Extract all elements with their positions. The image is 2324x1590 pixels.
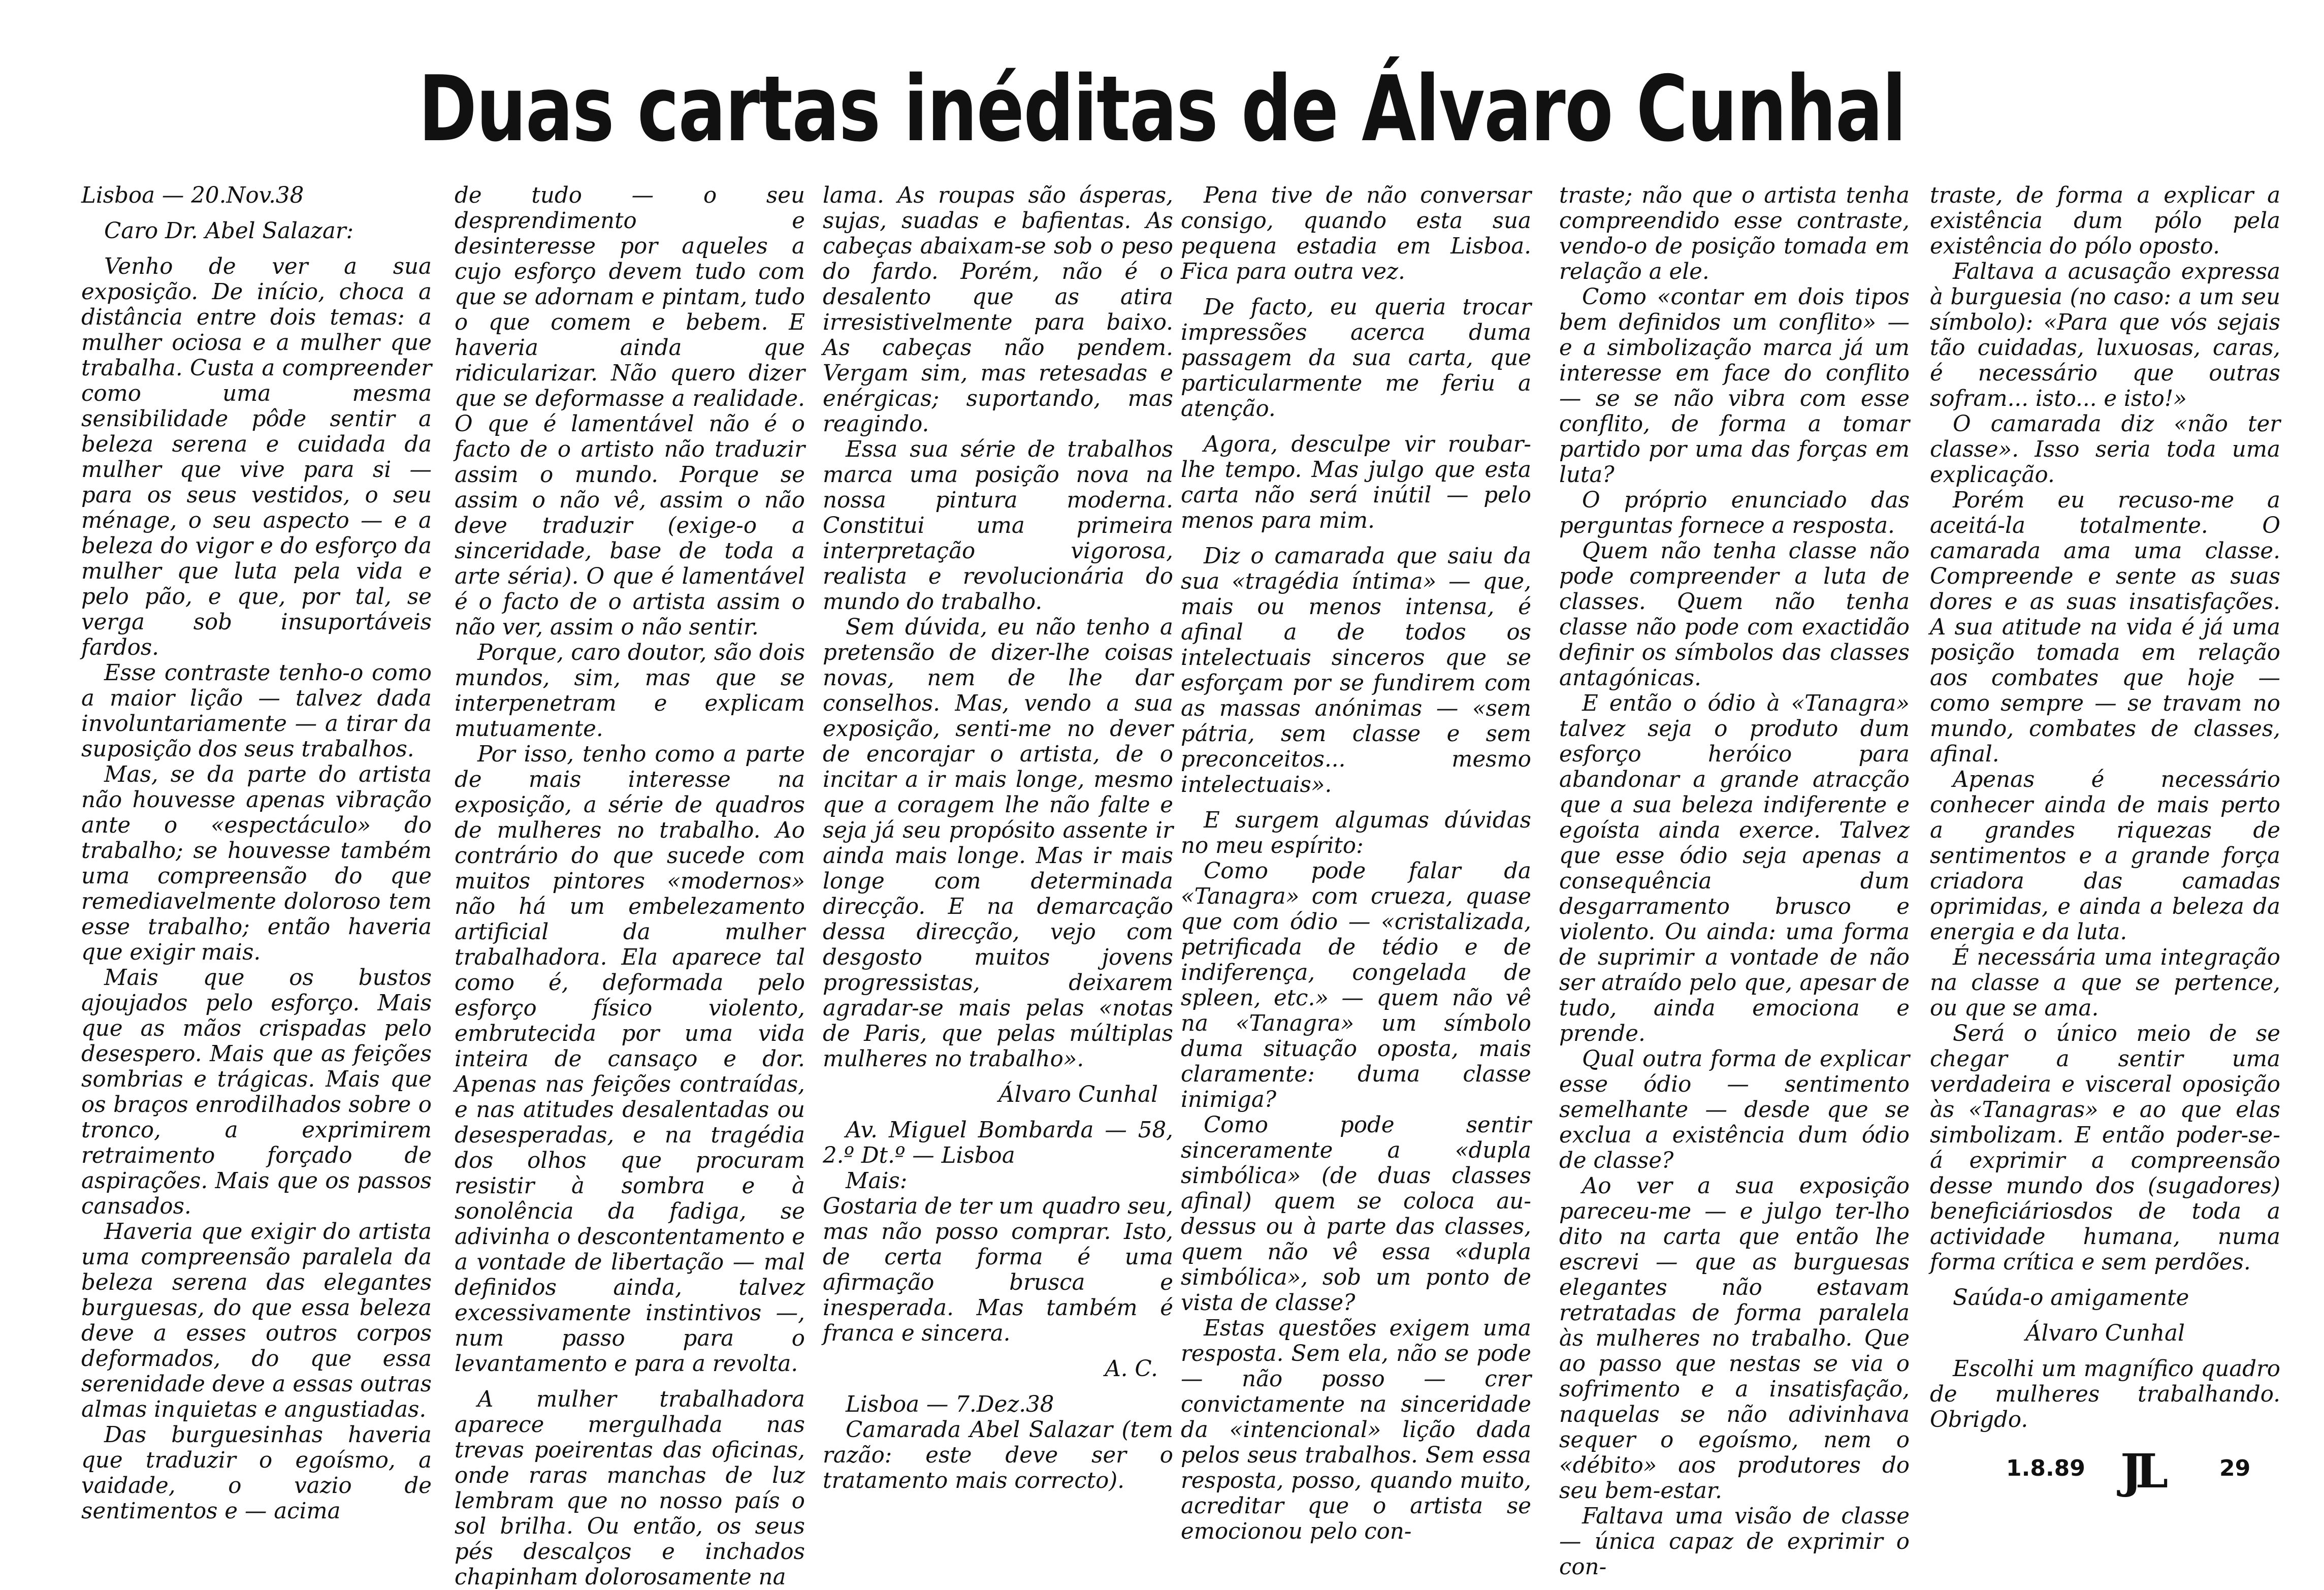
article-paragraph: Pena tive de não conversar consigo, quando esta sua pequena estadia em Lisboa. Fica para outra vez. [1181, 183, 1531, 284]
article-column-6 [1930, 183, 2280, 1433]
article-paragraph: De facto, eu queria trocar impressões acerca duma passagem da sua carta, que particularmente me feriu a atenção. [1181, 295, 1531, 422]
publication-logo: JL [2120, 1444, 2161, 1499]
article-paragraph: traste, de forma a explicar a existência dum pólo pela existência do pólo oposto. [1930, 183, 2280, 259]
article-paragraph: Gostaria de ter um quadro seu, mas não posso comprar. Isto, de certa forma é uma afirmação brusca e inesperada. Mas também é franca e sincera. [823, 1194, 1173, 1346]
article-paragraph: Como «contar em dois tipos bem definidos um conflito» — e a simbolização marca já um interesse em face do conflito — se se não vibra com esse conflito, de forma a tomar partido por uma das forças em luta? [1559, 284, 1910, 488]
article-paragraph: Apenas é necessário conhecer ainda de mais perto a grandes riquezas de sentimentos e a grande força criadora das camadas oprimidas, e ainda a beleza da energia e da luta. [1930, 767, 2280, 945]
article-paragraph: Faltava a acusação expressa à burguesia (no caso: a um seu símbolo): «Para que vós sejais tão cuidadas, luxuosas, caras, é necessário que outras sofram... isto... e isto!» [1930, 259, 2280, 411]
article-paragraph: Porém eu recuso-me a aceitá-la totalmente. O camarada ama uma classe. Compreende e sente as suas dores e as suas insatisfações. A sua atitude na vida é já uma posição tomada em relação aos combates que hoje — como sempre — se travam no mundo, combates de classes, afinal. [1930, 488, 2280, 767]
article-paragraph: de tudo — o seu desprendimento e desinteresse por aqueles a cujo esforço devem tudo com que se adornam e pintam, tudo o que comem e bebem. E haveria ainda que ridicularizar. Não quero dizer que se deformasse a realidade. O que é lamentável não é o facto de o artisto não traduzir assim o mundo. Porque se assim o não vê, assim o não deve traduzir (exige-o a sinceridade, base de toda a arte séria). O que é lamentável é o facto de o artista assim o não ver, assim o não sentir. [455, 183, 805, 640]
article-column-5 [1559, 183, 1910, 1580]
article-paragraph: O próprio enunciado das perguntas fornece a resposta. [1559, 488, 1910, 538]
article-column-1 [81, 183, 432, 1524]
article-paragraph: Álvaro Cunhal [2025, 1321, 2185, 1346]
article-paragraph: Álvaro Cunhal [998, 1082, 1158, 1107]
article-paragraph: traste; não que o artista tenha compreendido esse contraste, vendo-o de posição tomada em relação a ele. [1559, 183, 1910, 284]
article-paragraph: Sem dúvida, eu não tenho a pretensão de dizer-lhe coisas novas, nem de lhe dar conselhos. Mas, vendo a sua exposição, senti-me no dever de encorajar o artista, de o incitar a ir mais longe, mesmo que a coragem lhe não falte e seja já seu propósito assente ir ainda mais longe. Mas ir mais longe com determinada direcção. E na demarcação dessa direcção, vejo com desgosto muitos jovens progressistas, deixarem agradar-se mais pelas «notas de Paris, que pelas múltiplas mulheres no trabalho». [823, 615, 1173, 1072]
issue-date: 1.8.89 [2006, 1455, 2085, 1481]
article-paragraph: Essa sua série de trabalhos marca uma posição nova na nossa pintura moderna. Constitui uma primeira interpretação vigorosa, realista e revolucionária do mundo do trabalho. [823, 437, 1173, 615]
article-paragraph: Esse contraste tenho-o como a maior lição — talvez dada involuntariamente — a tirar da suposição dos seus trabalhos. [81, 660, 432, 762]
article-paragraph: É necessária uma integração na classe a que se pertence, ou que se ama. [1930, 945, 2280, 1021]
article-paragraph: Será o único meio de se chegar a sentir uma verdadeira e visceral oposição às «Tanagras» e ao que elas simbolizam. E então poder-se-á exprimir a compreensão desse mundo dos (sugadores) beneficiáriosdos de toda a actividade humana, numa forma crítica e sem perdões. [1930, 1021, 2280, 1275]
article-paragraph: Ao ver a sua exposição pareceu-me — e julgo ter-lho dito na carta que então lhe escrevi — que as burguesas elegantes não estavam retratadas de forma paralela às mulheres no trabalho. Que ao passo que nestas se via o sofrimento e a insatisfação, naquelas se não adivinhava sequer o egoísmo, nem o «débito» aos produtores do seu bem-estar. [1559, 1173, 1910, 1504]
article-paragraph: Diz o camarada que saiu da sua «tragédia íntima» — que, mais ou menos intensa, é afinal a de todos os intelectuais sinceros que se esforçam por se fundirem com as massas anónimas — «sem pátria, sem classe e sem preconceitos... mesmo intelectuais». [1181, 544, 1531, 798]
article-paragraph: Mais: [846, 1168, 908, 1194]
article-paragraph: Por isso, tenho como a parte de mais interesse na exposição, a série de quadros de mulheres no trabalho. Ao contrário do que sucede com muitos pintores «modernos» não há um embelezamento artificial da mulher trabalhadora. Ela aparece tal como é, deformada pelo esforço físico violento, embrutecida por uma vida inteira de cansaço e dor. Apenas nas feições contraídas, e nas atitudes desalentadas ou desesperadas, e na tragédia dos olhos que procuram resistir à sombra e à sonolência da fadiga, se adivinha o descontentamento e a vontade de libertação — mal definidos ainda, talvez excessivamente instintivos —, num passo para o levantamento e para a revolta. [455, 742, 805, 1377]
article-paragraph: Venho de ver a sua exposição. De início, choca a distância entre dois temas: a mulher ociosa e a mulher que trabalha. Custa a compreender como uma mesma sensibilidade pôde sentir a beleza serena e cuidada da mulher que vive para si — para os seus vestidos, o seu ménage, o seu aspecto — e a beleza do vigor e do esforço da mulher que luta pela vida e pelo pão, e que, por tal, se verga sob insuportáveis fardos. [81, 254, 432, 660]
article-paragraph: Mas, se da parte do artista não houvesse apenas vibração ante o «espectáculo» do trabalho; se houvesse também uma compreensão do que remediavelmente doloroso tem esse trabalho; então haveria que exigir mais. [81, 762, 432, 965]
article-paragraph: Caro Dr. Abel Salazar: [104, 218, 354, 244]
article-paragraph: Haveria que exigir do artista uma compreensão paralela da beleza serena das elegantes burguesas, do que essa beleza deve a esses outros corpos deformados, do que essa serenidade deve a essas outras almas inquietas e angustiadas. [81, 1219, 432, 1422]
article-column-2 [455, 183, 805, 1590]
article-paragraph: O camarada diz «não ter classe». Isso seria toda uma explicação. [1930, 411, 2280, 488]
article-paragraph: Lisboa — 7.Dez.38 [846, 1392, 1054, 1417]
article-paragraph: Qual outra forma de explicar esse ódio — sentimento semelhante — desde que se exclua a existência dum ódio de classe? [1559, 1046, 1910, 1173]
article-paragraph: Av. Miguel Bombarda — 58, 2.º Dt.º — Lisboa [823, 1118, 1173, 1168]
article-paragraph: A. C. [1105, 1356, 1158, 1382]
article-paragraph: Como pode sentir sinceramente a «dupla simbólica» (de duas classes afinal) quem se coloca au-dessus ou à parte das classes, quem não vê essa «dupla simbólica», sob um ponto de vista de classe? [1181, 1112, 1531, 1316]
article-paragraph: Saúda-o amigamente [1953, 1285, 2189, 1311]
article-paragraph: E surgem algumas dúvidas no meu espírito: [1181, 808, 1531, 858]
article-paragraph: Como pode falar da «Tanagra» com crueza, quase que com ódio — «cristalizada, petrificada de tédio e de indiferença, congelada de spleen, etc.» — quem não vê na «Tanagra» um símbolo duma situação oposta, mais claramente: duma classe inimiga? [1181, 858, 1531, 1112]
article-paragraph: Quem não tenha classe não pode compreender a luta de classes. Quem não tenha classe não pode com exactidão definir os símbolos das classes antagónicas. [1559, 538, 1910, 691]
article-paragraph: Escolhi um magnífico quadro de mulheres trabalhando. Obrigdo. [1930, 1356, 2280, 1433]
article-paragraph: Porque, caro doutor, são dois mundos, sim, mas que se interpenetram e explicam mutuamente. [455, 640, 805, 742]
page-number: 29 [2219, 1455, 2251, 1481]
article-paragraph: lama. As roupas são ásperas, sujas, suadas e bafientas. As cabeças abaixam-se sob o peso do fardo. Porém, não é o desalento que as atira irresistivelmente para baixo. As cabeças não pendem. Vergam sim, mas retesadas e enérgicas; suportando, mas reagindo. [823, 183, 1173, 437]
article-column-4 [1181, 183, 1531, 1544]
headline: Duas cartas inéditas de Álvaro Cunhal [418, 56, 1906, 162]
article-paragraph: Faltava uma visão de classe — única capaz de exprimir o con- [1559, 1504, 1910, 1580]
article-paragraph: Camarada Abel Salazar (tem razão: este deve ser o tratamento mais correcto). [823, 1417, 1173, 1493]
article-paragraph: Das burguesinhas haveria que traduzir o egoísmo, a vaidade, o vazio de sentimentos e — acima [81, 1422, 432, 1524]
article-paragraph: Estas questões exigem uma resposta. Sem ela, não se pode — não posso — crer convictamente na sinceridade da «intencional» lição dada pelos seus trabalhos. Sem essa resposta, posso, quando muito, acreditar que o artista se emocionou pelo con- [1181, 1316, 1531, 1544]
article-paragraph: E então o ódio à «Tanagra» talvez seja o produto dum esforço heróico para abandonar a grande atracção que a sua beleza indiferente e egoísta ainda exerce. Talvez que esse ódio seja apenas a consequência dum desgarramento brusco e violento. Ou ainda: uma forma de suprimir a vontade de não ser atraído pelo que, apesar de tudo, ainda emociona e prende. [1559, 691, 1910, 1046]
article-paragraph: Lisboa — 20.Nov.38 [81, 183, 304, 208]
article-paragraph: Agora, desculpe vir roubar-lhe tempo. Mas julgo que esta carta não será inútil — pelo menos para mim. [1181, 432, 1531, 533]
article-paragraph: Mais que os bustos ajoujados pelo esforço. Mais que as mãos crispadas pelo desespero. Mais que as feições sombrias e trágicas. Mais que os braços enrodilhados sobre o tronco, a exprimirem retraimento forçado de aspirações. Mais que os passos cansados. [81, 965, 432, 1219]
article-column-3 [823, 183, 1173, 1493]
article-paragraph: A mulher trabalhadora aparece mergulhada nas trevas poeirentas das oficinas, onde raras manchas de luz lembram que no nosso país o sol brilha. Ou então, os seus pés descalços e inchados chapinham dolorosamente na [455, 1387, 805, 1590]
page-footer [2006, 1444, 2280, 1499]
